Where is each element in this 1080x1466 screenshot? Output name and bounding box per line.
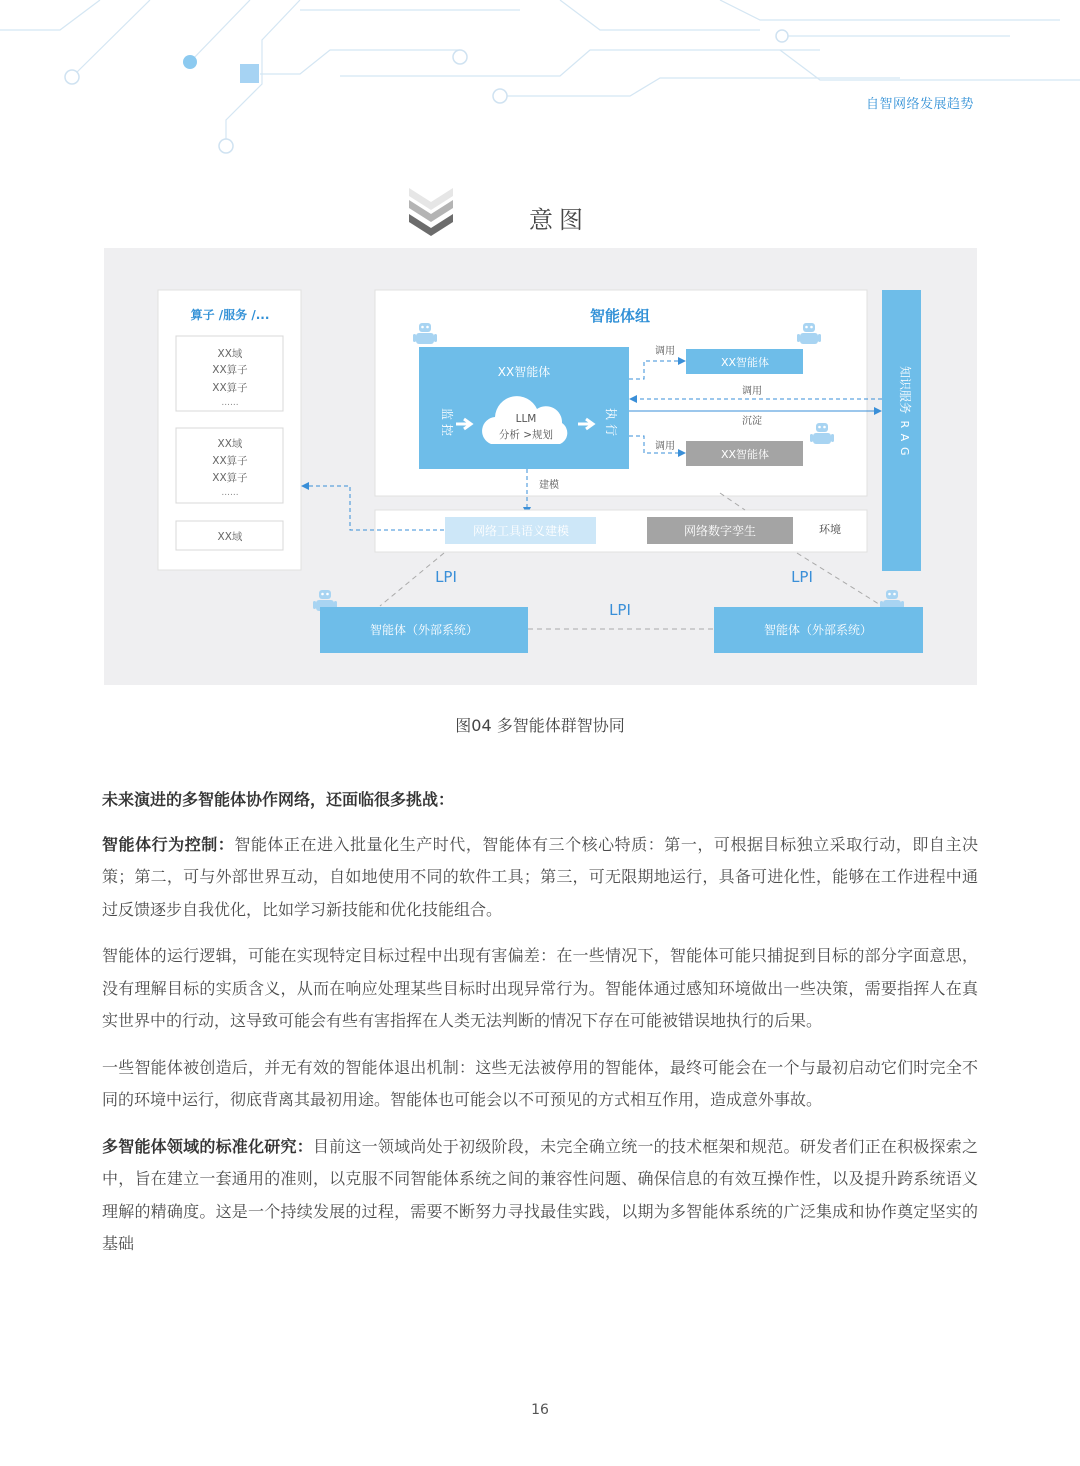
svg-text:调用: 调用	[655, 441, 675, 452]
svg-text:XX算子: XX算子	[212, 364, 248, 376]
svg-text:RAG: RAG	[898, 420, 911, 462]
execute-label: 执行	[604, 407, 618, 441]
paragraph-standardization: 多智能体领域的标准化研究：目前这一领域尚处于初级阶段，未完全确立统一的技术框架和规范。研发者们正在积极探索之中，旨在建立一套通用的准则，以克服不同智能体系统之间的兼容性问题、确保信息的有效互操作性，以及提升跨系统语义理解的精确度。这是一个持续发展的过程，需要不断努力寻找最佳实践，以期为多智能体系统的广泛集成和协作奠定坚实的基础	[102, 1136, 978, 1253]
paragraph-behavior-control: 智能体行为控制：智能体正在进入批量化生产时代，智能体有三个核心特质：第一，可根据目标独立采取行动，即自主决策；第二，可与外部世界互动，自如地使用不同的软件工具；第三，可无限期地运行，具备可进化性，能够在工作进程中通过反馈逐步自我优化，比如学习新技能和优化技能组合。	[102, 834, 978, 919]
svg-text:调用: 调用	[742, 386, 762, 397]
svg-text:知识服务: 知识服务	[898, 365, 912, 415]
paragraph-harmful-deviation: 智能体的运行逻辑，可能在实现特定目标过程中出现有害偏差：在一些情况下，智能体可能只捕捉到目标的部分字面意思，没有理解目标的实质含义，从而在响应处理某些目标时出现异常行为。智能体通过感知环境做出一些决策，需要指挥人在真实世界中的行动，这导致可能会有些有害指挥在人类无法判断的情况下存在可能被错误地执行的后果。	[102, 946, 978, 1030]
section-heading	[405, 186, 685, 242]
svg-text:XX域: XX域	[217, 438, 243, 450]
svg-text:......: ......	[221, 488, 239, 498]
paragraph-exit-mechanism: 一些智能体被创造后，并无有效的智能体退出机制：这些无法被停用的智能体，最终可能会在一个与最初启动它们时完全不同的环境中运行，彻底背离其最初用途。智能体也可能会以不可预见的方式相互作用，造成意外事故。	[102, 1057, 978, 1109]
body-text	[102, 784, 978, 1275]
svg-text:网络数字孪生: 网络数字孪生	[683, 524, 757, 538]
monitor-label: 监控	[440, 407, 454, 441]
multi-agent-diagram	[104, 248, 977, 685]
svg-text:网络工具语义建模: 网络工具语义建模	[472, 524, 570, 538]
operator-panel-title: 算子 /服务 /...	[190, 308, 270, 322]
section-title: 意图	[529, 206, 589, 234]
figure-caption: 图04 多智能体群智协同	[455, 716, 625, 735]
svg-text:XX智能体: XX智能体	[720, 448, 770, 461]
agent-group-title: 智能体组	[589, 307, 651, 325]
circuit-decoration	[0, 0, 1080, 170]
svg-text:XX算子: XX算子	[212, 472, 248, 484]
lead-paragraph: 未来演进的多智能体协作网络，还面临很多挑战：	[102, 790, 455, 809]
svg-text:XX算子: XX算子	[212, 455, 248, 467]
svg-text:......: ......	[221, 398, 239, 408]
svg-text:智能体（外部系统）: 智能体（外部系统）	[369, 623, 479, 637]
svg-text:沉淀: 沉淀	[742, 416, 762, 427]
lpi-label: LPI	[435, 568, 457, 586]
svg-text:建模: 建模	[539, 480, 559, 491]
running-header: 自智网络发展趋势	[865, 97, 974, 112]
svg-text:XX智能体: XX智能体	[720, 356, 770, 369]
svg-text:调用: 调用	[655, 346, 675, 357]
lpi-label: LPI	[791, 568, 813, 586]
chevron-down-icon	[405, 186, 457, 242]
svg-text:分析 >规划: 分析 >规划	[498, 429, 554, 441]
lpi-label: LPI	[609, 601, 631, 619]
svg-text:LLM: LLM	[515, 413, 537, 425]
svg-text:XX算子: XX算子	[212, 382, 248, 394]
paragraph-label: 多智能体领域的标准化研究：	[102, 1136, 313, 1156]
svg-text:智能体（外部系统）: 智能体（外部系统）	[763, 623, 873, 637]
svg-text:环境: 环境	[819, 523, 841, 536]
svg-text:XX域: XX域	[217, 348, 243, 360]
svg-text:XX域: XX域	[217, 531, 243, 543]
paragraph-label: 智能体行为控制：	[102, 834, 235, 854]
page-number: 16	[531, 1402, 549, 1418]
svg-text:XX智能体: XX智能体	[497, 365, 551, 379]
